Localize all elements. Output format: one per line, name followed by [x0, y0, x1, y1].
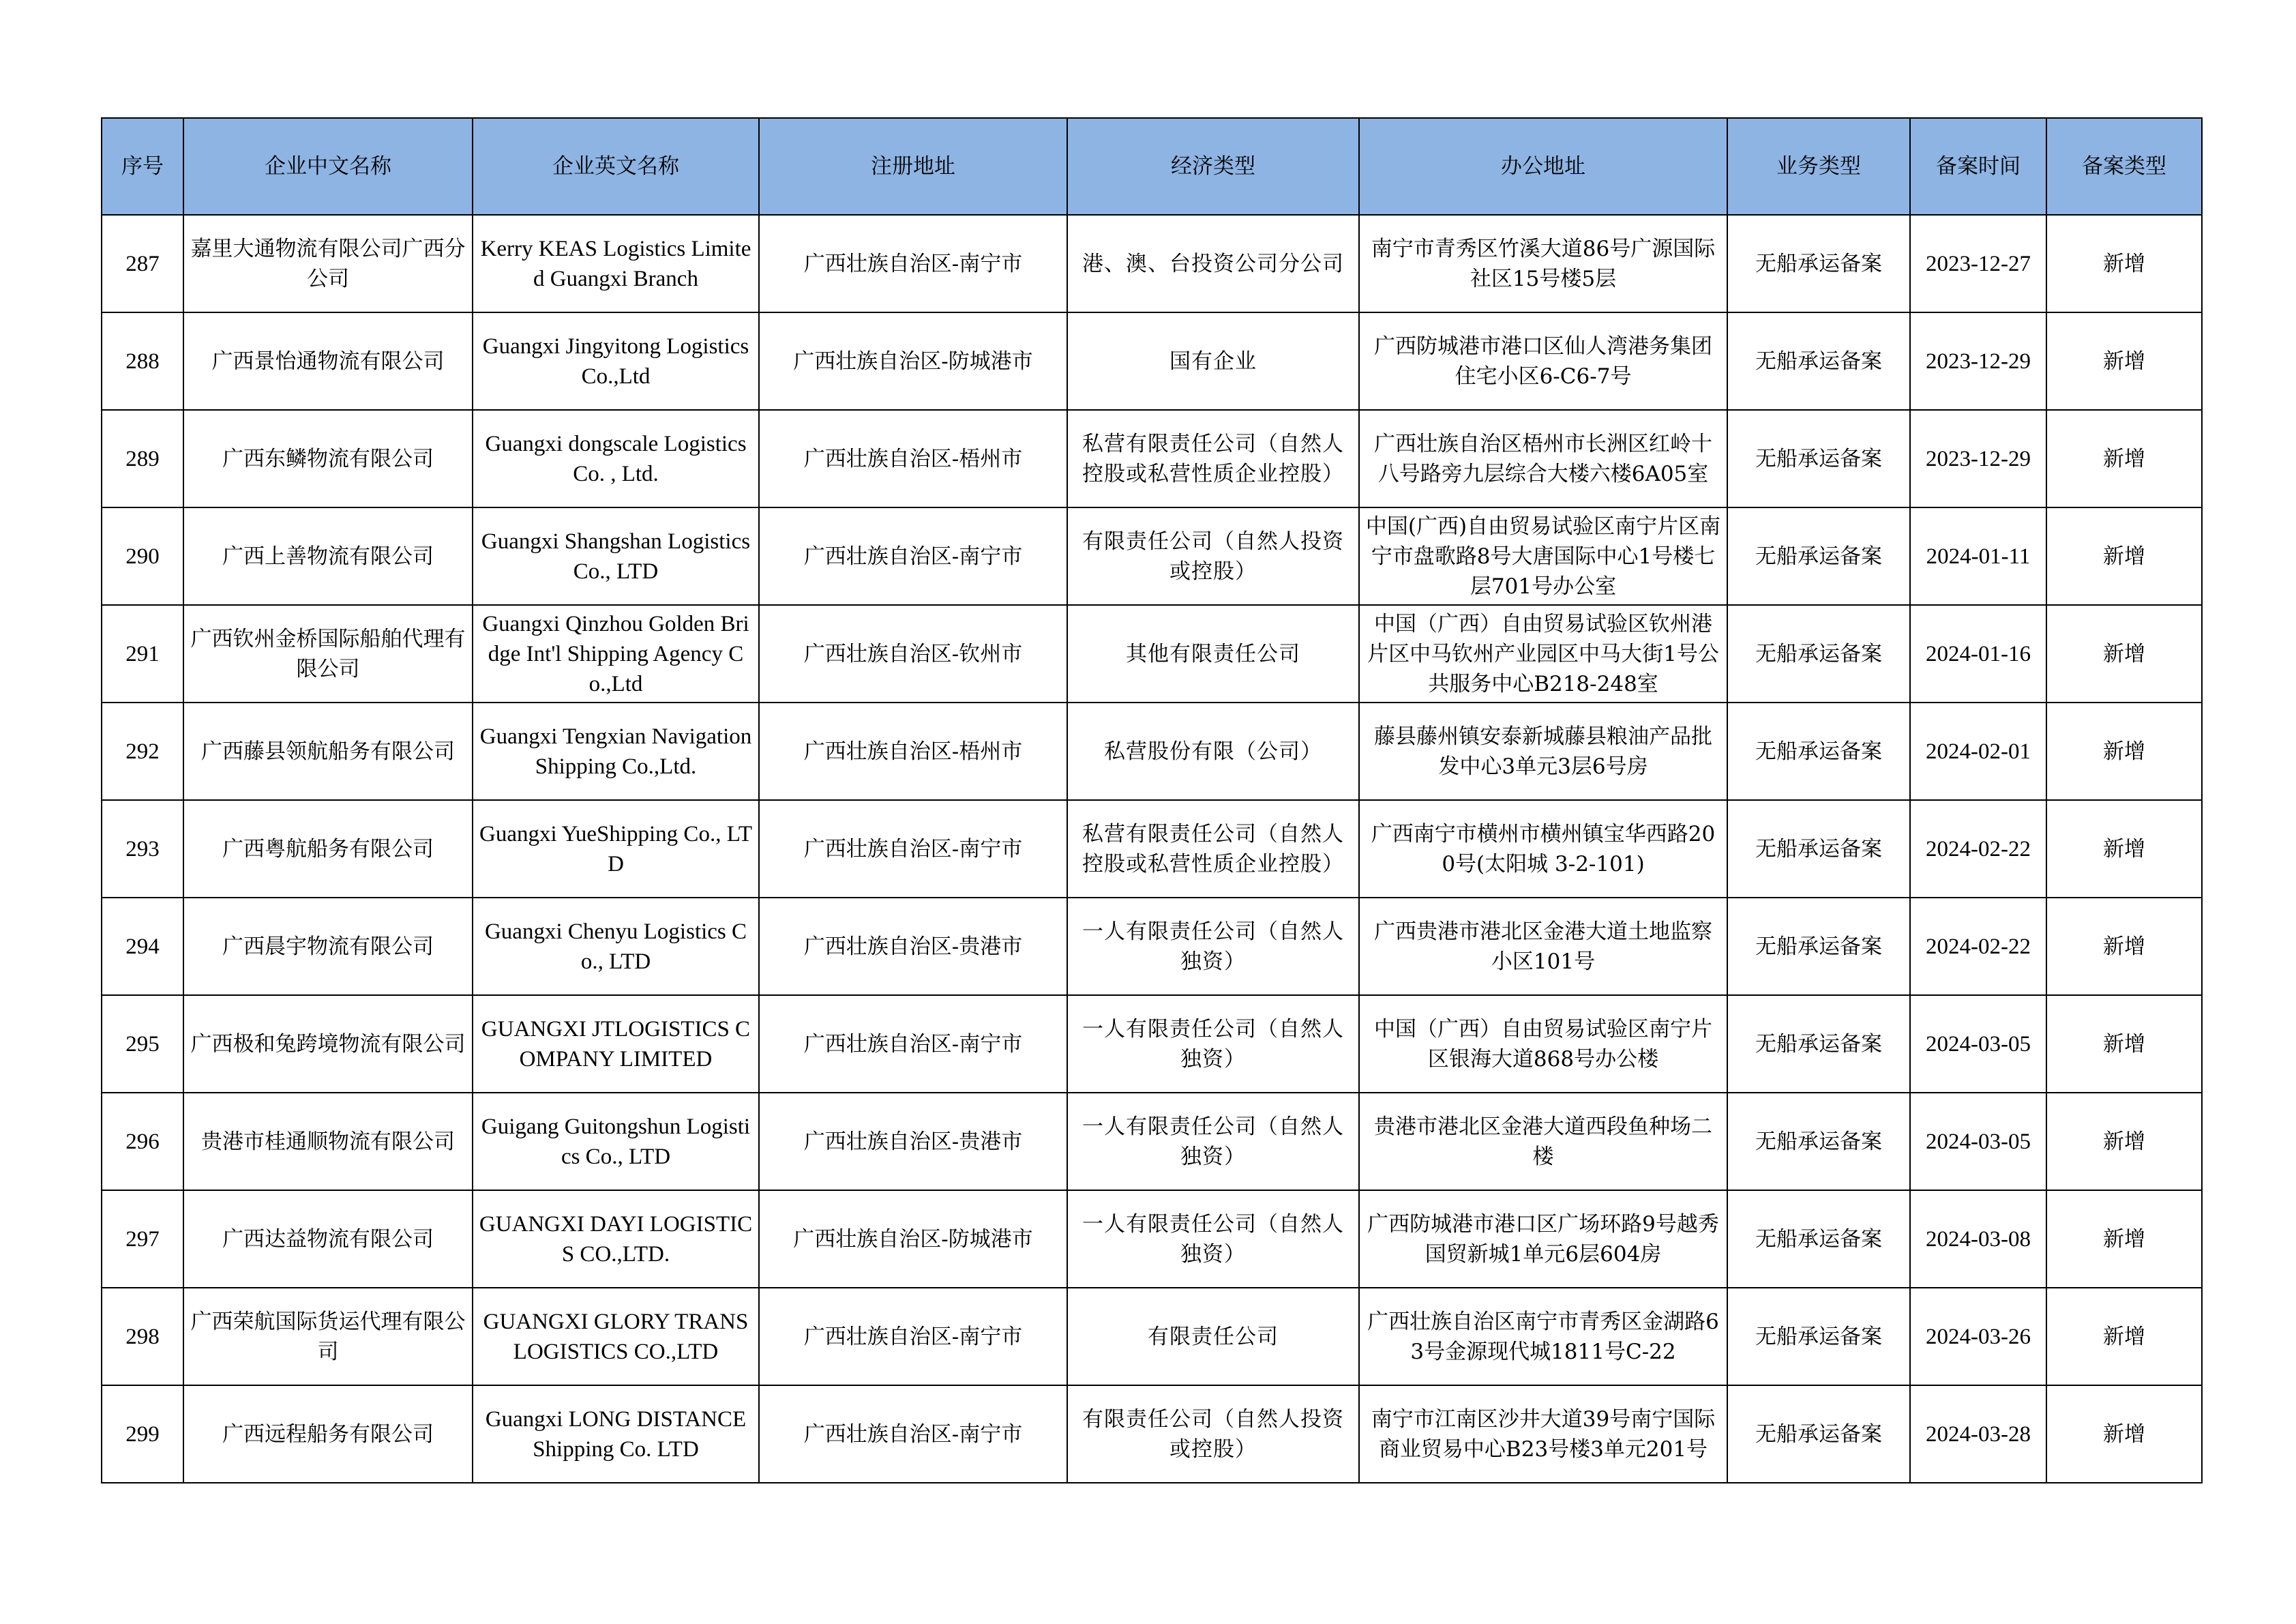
cell-econ-type: 一人有限责任公司（自然人独资） [1067, 1093, 1359, 1190]
cell-no: 299 [102, 1385, 183, 1483]
cell-reg-addr: 广西壮族自治区-南宁市 [759, 1385, 1067, 1483]
cell-office-addr: 中国（广西）自由贸易试验区南宁片区银海大道868号办公楼 [1359, 995, 1727, 1093]
cell-econ-type: 私营有限责任公司（自然人控股或私营性质企业控股） [1067, 410, 1359, 507]
cell-en-name: Guangxi YueShipping Co., LTD [473, 800, 759, 898]
cell-reg-addr: 广西壮族自治区-南宁市 [759, 995, 1067, 1093]
cell-office-addr: 广西壮族自治区南宁市青秀区金湖路63号金源现代城1811号C-22 [1359, 1288, 1727, 1385]
table-row [102, 605, 2202, 703]
header-cell-office-addr: 办公地址 [1359, 118, 1727, 215]
cell-record-type: 新增 [2046, 410, 2202, 507]
cell-no: 292 [102, 703, 183, 800]
cell-econ-type: 有限责任公司（自然人投资或控股） [1067, 1385, 1359, 1483]
cell-reg-addr: 广西壮族自治区-钦州市 [759, 605, 1067, 703]
cell-date: 2023-12-29 [1910, 312, 2046, 410]
cell-reg-addr: 广西壮族自治区-梧州市 [759, 410, 1067, 507]
cell-biz-type: 无船承运备案 [1727, 1093, 1910, 1190]
header-cell-econ-type: 经济类型 [1067, 118, 1359, 215]
cell-cn-name: 广西钦州金桥国际船舶代理有限公司 [183, 605, 473, 703]
table-row [102, 1190, 2202, 1288]
header-row [102, 118, 2202, 215]
cell-reg-addr: 广西壮族自治区-贵港市 [759, 1093, 1067, 1190]
cell-econ-type: 其他有限责任公司 [1067, 605, 1359, 703]
cell-office-addr: 南宁市江南区沙井大道39号南宁国际商业贸易中心B23号楼3单元201号 [1359, 1385, 1727, 1483]
cell-econ-type: 港、澳、台投资公司分公司 [1067, 215, 1359, 312]
cell-cn-name: 广西上善物流有限公司 [183, 507, 473, 605]
cell-econ-type: 私营股份有限（公司） [1067, 703, 1359, 800]
cell-econ-type: 有限责任公司（自然人投资或控股） [1067, 507, 1359, 605]
table-row [102, 1288, 2202, 1385]
cell-en-name: Guangxi Chenyu Logistics Co., LTD [473, 898, 759, 995]
cell-reg-addr: 广西壮族自治区-南宁市 [759, 800, 1067, 898]
cell-en-name: GUANGXI GLORY TRANS LOGISTICS CO.,LTD [473, 1288, 759, 1385]
cell-econ-type: 一人有限责任公司（自然人独资） [1067, 1190, 1359, 1288]
table-row [102, 410, 2202, 507]
table-body [102, 215, 2202, 1483]
table-row [102, 898, 2202, 995]
cell-reg-addr: 广西壮族自治区-南宁市 [759, 215, 1067, 312]
cell-en-name: Guangxi Jingyitong Logistics Co.,Ltd [473, 312, 759, 410]
cell-reg-addr: 广西壮族自治区-防城港市 [759, 1190, 1067, 1288]
cell-office-addr: 广西防城港市港口区广场环路9号越秀国贸新城1单元6层604房 [1359, 1190, 1727, 1288]
table-row [102, 800, 2202, 898]
cell-date: 2024-01-16 [1910, 605, 2046, 703]
cell-record-type: 新增 [2046, 215, 2202, 312]
cell-office-addr: 贵港市港北区金港大道西段鱼种场二楼 [1359, 1093, 1727, 1190]
cell-en-name: Guangxi Tengxian Navigation Shipping Co.,Ltd. [473, 703, 759, 800]
cell-record-type: 新增 [2046, 995, 2202, 1093]
cell-cn-name: 广西藤县领航船务有限公司 [183, 703, 473, 800]
cell-no: 297 [102, 1190, 183, 1288]
cell-cn-name: 广西景怡通物流有限公司 [183, 312, 473, 410]
table-row [102, 312, 2202, 410]
cell-econ-type: 私营有限责任公司（自然人控股或私营性质企业控股） [1067, 800, 1359, 898]
cell-cn-name: 广西荣航国际货运代理有限公司 [183, 1288, 473, 1385]
cell-reg-addr: 广西壮族自治区-梧州市 [759, 703, 1067, 800]
table-row [102, 507, 2202, 605]
cell-biz-type: 无船承运备案 [1727, 1288, 1910, 1385]
cell-en-name: Guigang Guitongshun Logistics Co., LTD [473, 1093, 759, 1190]
cell-econ-type: 国有企业 [1067, 312, 1359, 410]
cell-biz-type: 无船承运备案 [1727, 995, 1910, 1093]
cell-en-name: Kerry KEAS Logistics Limited Guangxi Branch [473, 215, 759, 312]
cell-date: 2024-02-22 [1910, 800, 2046, 898]
table-row [102, 995, 2202, 1093]
cell-cn-name: 广西远程船务有限公司 [183, 1385, 473, 1483]
cell-record-type: 新增 [2046, 1093, 2202, 1190]
cell-en-name: Guangxi Shangshan Logistics Co., LTD [473, 507, 759, 605]
cell-office-addr: 藤县藤州镇安泰新城藤县粮油产品批发中心3单元3层6号房 [1359, 703, 1727, 800]
cell-no: 293 [102, 800, 183, 898]
header-cell-record-type: 备案类型 [2046, 118, 2202, 215]
cell-record-type: 新增 [2046, 800, 2202, 898]
cell-cn-name: 广西极和兔跨境物流有限公司 [183, 995, 473, 1093]
cell-biz-type: 无船承运备案 [1727, 410, 1910, 507]
cell-no: 290 [102, 507, 183, 605]
header-cell-en-name: 企业英文名称 [473, 118, 759, 215]
cell-econ-type: 一人有限责任公司（自然人独资） [1067, 898, 1359, 995]
cell-biz-type: 无船承运备案 [1727, 507, 1910, 605]
cell-cn-name: 广西晨宇物流有限公司 [183, 898, 473, 995]
cell-no: 288 [102, 312, 183, 410]
cell-biz-type: 无船承运备案 [1727, 1190, 1910, 1288]
cell-date: 2024-03-28 [1910, 1385, 2046, 1483]
cell-en-name: Guangxi LONG DISTANCE Shipping Co. LTD [473, 1385, 759, 1483]
cell-no: 291 [102, 605, 183, 703]
cell-en-name: Guangxi Qinzhou Golden Bridge Int'l Shipping Agency Co.,Ltd [473, 605, 759, 703]
header-cell-biz-type: 业务类型 [1727, 118, 1910, 215]
table-row [102, 1385, 2202, 1483]
cell-date: 2023-12-29 [1910, 410, 2046, 507]
cell-date: 2024-03-05 [1910, 995, 2046, 1093]
cell-record-type: 新增 [2046, 605, 2202, 703]
cell-no: 295 [102, 995, 183, 1093]
cell-record-type: 新增 [2046, 1190, 2202, 1288]
cell-biz-type: 无船承运备案 [1727, 800, 1910, 898]
cell-no: 289 [102, 410, 183, 507]
cell-date: 2024-02-01 [1910, 703, 2046, 800]
header-cell-cn-name: 企业中文名称 [183, 118, 473, 215]
cell-office-addr: 南宁市青秀区竹溪大道86号广源国际社区15号楼5层 [1359, 215, 1727, 312]
cell-date: 2024-03-08 [1910, 1190, 2046, 1288]
cell-date: 2024-03-05 [1910, 1093, 2046, 1190]
cell-en-name: GUANGXI JTLOGISTICS COMPANY LIMITED [473, 995, 759, 1093]
cell-biz-type: 无船承运备案 [1727, 898, 1910, 995]
cell-biz-type: 无船承运备案 [1727, 1385, 1910, 1483]
cell-office-addr: 广西南宁市横州市横州镇宝华西路200号(太阳城 3-2-101) [1359, 800, 1727, 898]
cell-no: 296 [102, 1093, 183, 1190]
cell-cn-name: 贵港市桂通顺物流有限公司 [183, 1093, 473, 1190]
cell-record-type: 新增 [2046, 1288, 2202, 1385]
header-cell-reg-addr: 注册地址 [759, 118, 1067, 215]
cell-record-type: 新增 [2046, 1385, 2202, 1483]
cell-no: 287 [102, 215, 183, 312]
cell-en-name: GUANGXI DAYI LOGISTICS CO.,LTD. [473, 1190, 759, 1288]
cell-reg-addr: 广西壮族自治区-贵港市 [759, 898, 1067, 995]
nvocc-registry-table [101, 117, 2203, 1483]
cell-record-type: 新增 [2046, 703, 2202, 800]
cell-cn-name: 嘉里大通物流有限公司广西分公司 [183, 215, 473, 312]
cell-office-addr: 广西壮族自治区梧州市长洲区红岭十八号路旁九层综合大楼六楼6A05室 [1359, 410, 1727, 507]
cell-office-addr: 中国(广西)自由贸易试验区南宁片区南宁市盘歌路8号大唐国际中心1号楼七层701号办公室 [1359, 507, 1727, 605]
cell-biz-type: 无船承运备案 [1727, 215, 1910, 312]
table-row [102, 215, 2202, 312]
header-cell-date: 备案时间 [1910, 118, 2046, 215]
table-row [102, 703, 2202, 800]
header-cell-no: 序号 [102, 118, 183, 215]
cell-no: 298 [102, 1288, 183, 1385]
cell-office-addr: 广西防城港市港口区仙人湾港务集团住宅小区6-C6-7号 [1359, 312, 1727, 410]
cell-biz-type: 无船承运备案 [1727, 605, 1910, 703]
table-row [102, 1093, 2202, 1190]
cell-reg-addr: 广西壮族自治区-南宁市 [759, 1288, 1067, 1385]
cell-econ-type: 一人有限责任公司（自然人独资） [1067, 995, 1359, 1093]
cell-date: 2024-01-11 [1910, 507, 2046, 605]
cell-office-addr: 广西贵港市港北区金港大道土地监察小区101号 [1359, 898, 1727, 995]
cell-cn-name: 广西东鳞物流有限公司 [183, 410, 473, 507]
cell-record-type: 新增 [2046, 898, 2202, 995]
cell-record-type: 新增 [2046, 507, 2202, 605]
cell-cn-name: 广西粤航船务有限公司 [183, 800, 473, 898]
cell-date: 2023-12-27 [1910, 215, 2046, 312]
cell-office-addr: 中国（广西）自由贸易试验区钦州港片区中马钦州产业园区中马大街1号公共服务中心B218-248室 [1359, 605, 1727, 703]
cell-cn-name: 广西达益物流有限公司 [183, 1190, 473, 1288]
table-header [102, 118, 2202, 215]
cell-reg-addr: 广西壮族自治区-防城港市 [759, 312, 1067, 410]
cell-biz-type: 无船承运备案 [1727, 703, 1910, 800]
cell-date: 2024-03-26 [1910, 1288, 2046, 1385]
cell-no: 294 [102, 898, 183, 995]
cell-econ-type: 有限责任公司 [1067, 1288, 1359, 1385]
cell-biz-type: 无船承运备案 [1727, 312, 1910, 410]
cell-en-name: Guangxi dongscale Logistics Co. , Ltd. [473, 410, 759, 507]
cell-reg-addr: 广西壮族自治区-南宁市 [759, 507, 1067, 605]
cell-date: 2024-02-22 [1910, 898, 2046, 995]
cell-record-type: 新增 [2046, 312, 2202, 410]
